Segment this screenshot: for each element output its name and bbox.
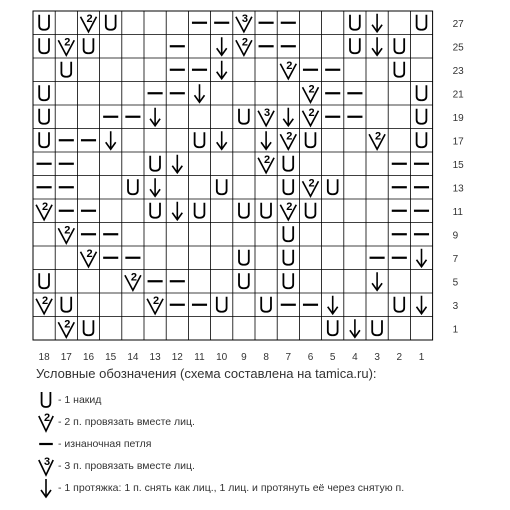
row-number: 3 (452, 300, 459, 312)
column-number: 10 (216, 352, 228, 360)
column-number: 17 (60, 352, 72, 360)
k3tog-icon (39, 456, 53, 475)
column-number: 15 (105, 352, 117, 360)
column-number: 7 (285, 352, 292, 360)
row-number: 25 (452, 42, 464, 54)
svg-text:2: 2 (375, 130, 382, 143)
row-number: 7 (452, 253, 459, 265)
legend-item-text: - изнаночная петля (58, 438, 152, 450)
svg-text:2: 2 (64, 36, 71, 49)
legend-item (36, 389, 506, 411)
svg-text:2: 2 (86, 247, 93, 260)
row-number: 9 (452, 230, 459, 242)
svg-text:2: 2 (286, 200, 293, 213)
legend-item (36, 411, 506, 433)
row-number: 13 (452, 183, 464, 195)
svg-text:3: 3 (241, 12, 248, 25)
row-number: 15 (452, 159, 464, 171)
row-numbers (453, 19, 465, 336)
column-number: 8 (263, 352, 269, 360)
slip-pull-over-icon (36, 477, 58, 499)
k3tog-icon (36, 455, 58, 477)
svg-text:2: 2 (43, 412, 51, 424)
column-number: 18 (38, 352, 50, 360)
svg-text:2: 2 (64, 318, 71, 331)
svg-text:2: 2 (286, 130, 293, 143)
row-number: 5 (452, 277, 459, 289)
legend-item-text: - 2 п. провязать вместе лиц. (58, 416, 195, 428)
column-number: 16 (82, 352, 95, 360)
column-number: 6 (307, 352, 314, 360)
svg-text:2: 2 (264, 153, 271, 166)
svg-text:3: 3 (264, 106, 271, 119)
column-number: 3 (374, 352, 380, 360)
column-number: 9 (241, 352, 247, 360)
row-number: 11 (452, 206, 463, 218)
svg-text:2: 2 (286, 59, 293, 72)
column-number: 4 (352, 352, 358, 360)
legend-item-text: - 1 протяжка: 1 п. снять как лиц., 1 лиц. и протянуть её через снятую п. (58, 482, 405, 494)
column-number: 12 (171, 352, 183, 360)
column-numbers (39, 352, 425, 360)
row-number: 1 (452, 324, 459, 336)
svg-text:2: 2 (241, 36, 248, 49)
svg-text:2: 2 (153, 294, 160, 307)
legend-item (36, 477, 506, 499)
column-number: 5 (329, 352, 336, 360)
yarn-over-icon (36, 389, 58, 411)
column-number: 1 (418, 352, 425, 360)
svg-text:3: 3 (43, 456, 51, 468)
row-number: 17 (452, 136, 464, 148)
yarn-over-icon (42, 392, 51, 407)
svg-text:2: 2 (86, 12, 93, 25)
row-number: 27 (452, 18, 464, 30)
legend (36, 366, 506, 499)
svg-text:2: 2 (130, 271, 137, 284)
row-number: 19 (452, 112, 464, 124)
svg-text:2: 2 (64, 224, 71, 237)
svg-text:2: 2 (308, 83, 315, 96)
legend-item-text: - 3 п. провязать вместе лиц. (58, 460, 195, 472)
row-number: 21 (452, 89, 464, 101)
legend-list (36, 389, 506, 499)
k2tog-icon (39, 412, 53, 431)
legend-item (36, 455, 506, 477)
column-number: 14 (127, 352, 139, 360)
svg-text:2: 2 (42, 200, 49, 213)
legend-item (36, 433, 506, 455)
svg-text:2: 2 (308, 106, 315, 119)
k2tog-icon (36, 411, 58, 433)
column-number: 13 (149, 352, 161, 360)
svg-text:2: 2 (42, 294, 49, 307)
legend-title: Условные обозначения (схема составлена на tamica.ru): (36, 366, 377, 381)
purl-dash-icon (36, 433, 58, 455)
legend-item-text: - 1 накид (58, 394, 102, 406)
column-number: 2 (396, 352, 403, 360)
svg-text:2: 2 (308, 177, 315, 190)
row-number: 23 (452, 65, 464, 77)
slip-pull-over-icon (41, 479, 51, 497)
column-number: 11 (194, 352, 205, 360)
